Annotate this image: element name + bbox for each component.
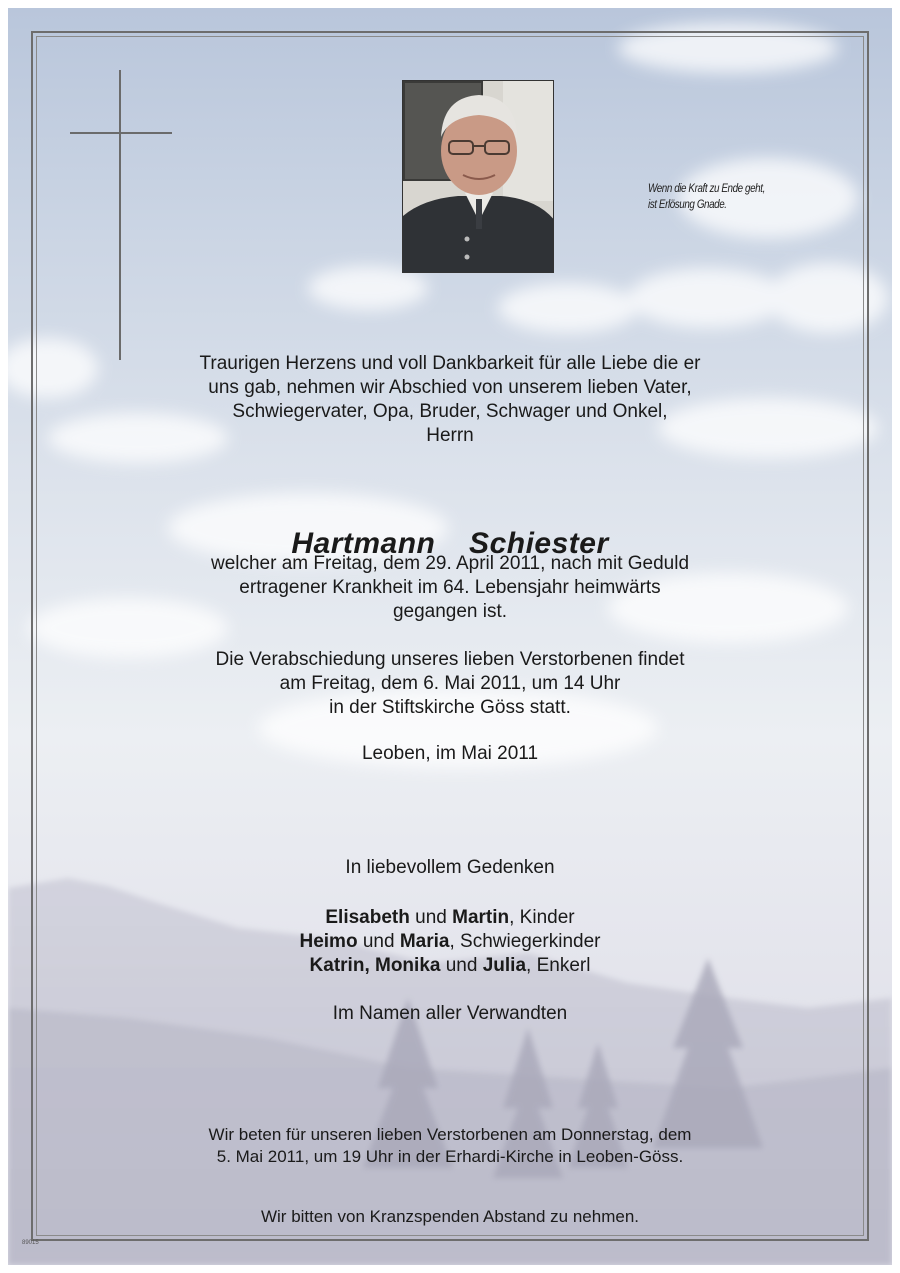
- mourners-list: [8, 906, 892, 978]
- quote-line: ist Erlösung Gnade.: [648, 197, 727, 211]
- mourner-line: [8, 954, 892, 978]
- intro-text: [8, 352, 892, 448]
- wreath-note: [8, 1205, 892, 1229]
- mourner-name: Heimo: [299, 931, 358, 952]
- death-notice-line: ertragener Krankheit im 64. Lebensjahr heimwärts: [239, 577, 661, 598]
- wreath-note-text: Wir bitten von Kranzspenden Abstand zu nehmen.: [260, 1207, 639, 1226]
- obituary-card: [8, 8, 892, 1265]
- quote-line: Wenn die Kraft zu Ende geht,: [648, 181, 765, 195]
- mourner-name: Katrin, Monika: [309, 955, 441, 976]
- farewell-line: am Freitag, dem 6. Mai 2011, um 14 Uhr: [279, 673, 621, 694]
- mourner-role: , Kinder: [509, 907, 575, 928]
- prayer-notice: [8, 1124, 892, 1168]
- intro-line: Herrn: [426, 425, 474, 446]
- mourner-conjunction: und: [357, 931, 400, 952]
- mourner-name: Julia: [482, 955, 527, 976]
- death-notice-line: gegangen ist.: [392, 601, 508, 622]
- place-date: [8, 742, 892, 766]
- print-code: [22, 1240, 39, 1246]
- prayer-line: Wir beten für unseren lieben Verstorbenen am Donnerstag, dem: [208, 1125, 692, 1144]
- print-code-text: 89015: [22, 1240, 39, 1246]
- memorial-quote: [648, 180, 812, 212]
- death-notice-line: welcher am Freitag, dem 29. April 2011, nach mit Geduld: [210, 553, 690, 574]
- mourner-name: Elisabeth: [325, 907, 410, 928]
- memory-line: [8, 856, 892, 880]
- intro-line: uns gab, nehmen wir Abschied von unserem lieben Vater,: [208, 377, 692, 398]
- farewell-line: Die Verabschiedung unseres lieben Verstorbenen findet: [215, 649, 685, 670]
- cross-bar: [70, 132, 172, 134]
- mourner-conjunction: und: [409, 907, 453, 928]
- prayer-line: 5. Mai 2011, um 19 Uhr in der Erhardi-Kirche in Leoben-Göss.: [216, 1147, 684, 1166]
- mourner-role: , Schwiegerkinder: [449, 931, 601, 952]
- death-notice: [8, 552, 892, 624]
- intro-line: Traurigen Herzens und voll Dankbarkeit für alle Liebe die er: [199, 353, 701, 374]
- portrait-photo: [402, 80, 554, 273]
- farewell-line: in der Stiftskirche Göss statt.: [329, 697, 571, 718]
- farewell-notice: [8, 648, 892, 720]
- mourner-line: [8, 906, 892, 930]
- mourner-name: Maria: [399, 931, 450, 952]
- mourner-conjunction: und: [440, 955, 483, 976]
- relatives-line-text: Im Namen aller Verwandten: [332, 1003, 568, 1024]
- mourner-name: Martin: [452, 907, 510, 928]
- cross-icon: [119, 70, 121, 360]
- deceased-name-text: Hartmann Schiester: [291, 527, 609, 560]
- memory-line-text: In liebevollem Gedenken: [345, 857, 555, 878]
- relatives-line: [8, 1002, 892, 1026]
- mourner-role: , Enkerl: [526, 955, 591, 976]
- place-date-text: Leoben, im Mai 2011: [361, 743, 539, 764]
- mourner-line: [8, 930, 892, 954]
- intro-line: Schwiegervater, Opa, Bruder, Schwager und Onkel,: [232, 401, 668, 422]
